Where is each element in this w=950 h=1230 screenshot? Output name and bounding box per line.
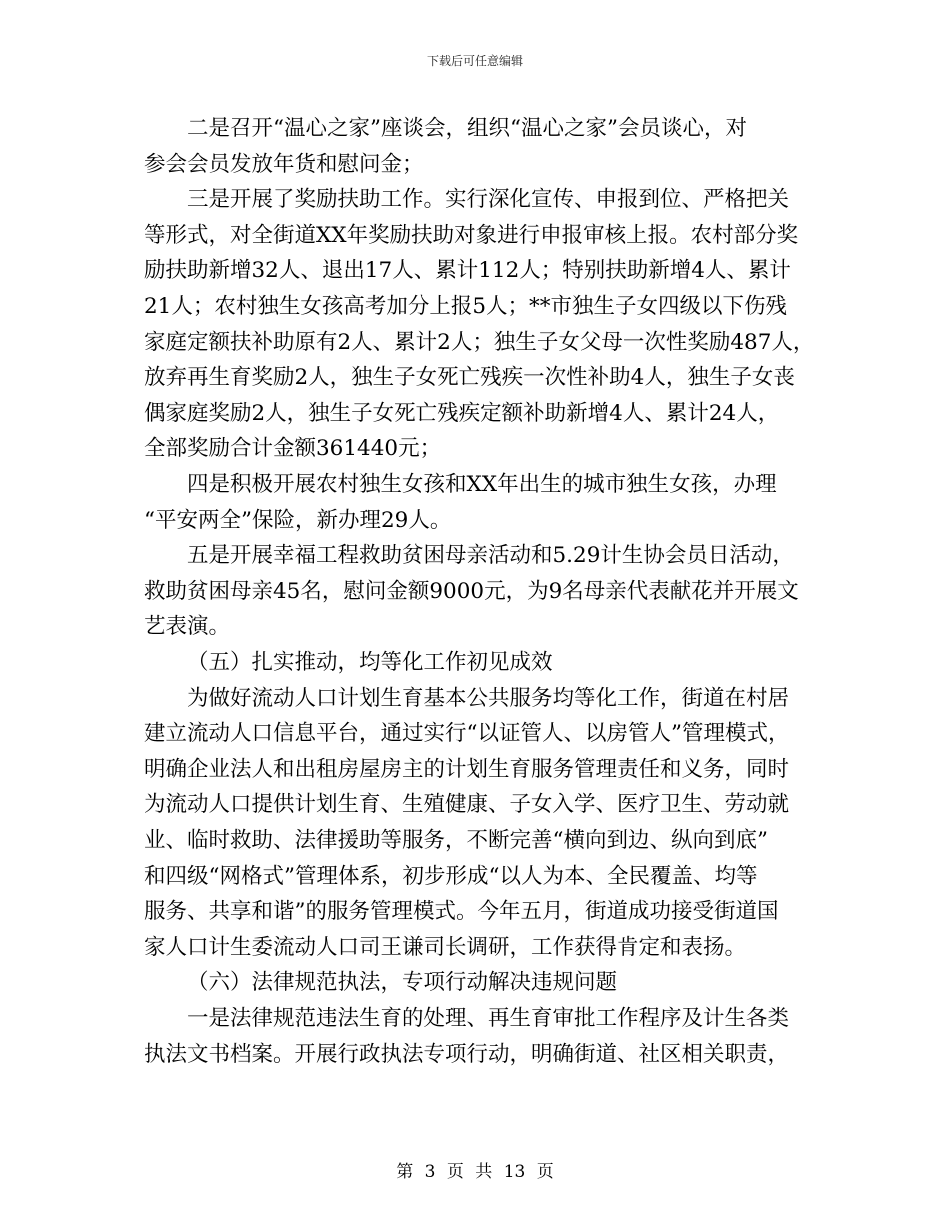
text-line: （六）法律规范执法，专项行动解决违规问题: [187, 970, 618, 996]
text-line: 一是法律规范违法生育的处理、再生育审批工作程序及计生各类: [187, 1006, 790, 1031]
text-line: 业、临时救助、法律援助等服务，不断完善“横向到边、纵向到底”: [144, 828, 768, 853]
text-line: 救助贫困母亲45名，慰问金额9000元，为9名母亲代表献花并开展文: [144, 578, 799, 604]
text-line: 为流动人口提供计划生育、生殖健康、子女入学、医疗卫生、劳动就: [144, 792, 790, 818]
text-line: 和四级“网格式”管理体系，初步形成“以人为本、全民覆盖、均等: [144, 863, 758, 889]
text-line: 二是召开“温心之家”座谈会，组织“温心之家”会员谈心，对: [187, 116, 747, 141]
text-line: 等形式，对全街道XX年奖励扶助对象进行申报审核上报。农村部分奖: [144, 222, 799, 248]
text-line: 五是开展幸福工程救助贫困母亲活动和5.29计生协会员日活动，: [187, 543, 794, 569]
text-line: “平安两全”保险，新办理29人。: [144, 507, 452, 533]
text-line: 励扶助新增32人、退出17人、累计112人；特别扶助新增4人、累计: [144, 258, 791, 284]
text-line: 服务、共享和谐”的服务管理模式。今年五月，街道成功接受街道国: [144, 899, 779, 925]
text-line: 艺表演。: [144, 614, 231, 640]
text-line: 21人；农村独生女孩高考加分上报5人；**市独生子女四级以下伤残: [144, 294, 788, 319]
text-line: 明确企业法人和出租房屋房主的计划生育服务管理责任和义务，同时: [144, 756, 790, 782]
text-line: 三是开展了奖励扶助工作。实行深化宣传、申报到位、严格把关: [187, 187, 790, 213]
text-line: 家人口计生委流动人口司王谦司长调研，工作获得肯定和表扬。: [144, 934, 747, 960]
text-line: 家庭定额扶补助原有2人、累计2人；独生子女父母一次性奖励487人，: [144, 329, 815, 355]
text-line: 四是积极开展农村独生女孩和XX年出生的城市独生女孩，办理: [187, 472, 777, 497]
page-header-note: 下载后可任意编辑: [426, 54, 523, 68]
text-line: （五）扎实推动，均等化工作初见成效: [187, 650, 553, 675]
text-line: 全部奖励合计金额361440元；: [144, 436, 442, 462]
page-footer: 第 3 页 共 13 页: [396, 1162, 554, 1182]
text-line: 执法文书档案。开展行政执法专项行动，明确街道、社区相关职责，: [144, 1041, 790, 1067]
text-line: 放弃再生育奖励2人，独生子女死亡残疾一次性补助4人，独生子女丧: [144, 365, 795, 391]
text-line: 偶家庭奖励2人，独生子女死亡残疾定额补助新增4人、累计24人，: [144, 400, 780, 426]
text-line: 建立流动人口信息平台，通过实行“以证管人、以房管人”管理模式，: [144, 721, 790, 747]
text-line: 参会会员发放年货和慰问金；: [144, 151, 424, 177]
text-line: 为做好流动人口计划生育基本公共服务均等化工作，街道在村居: [187, 685, 790, 711]
